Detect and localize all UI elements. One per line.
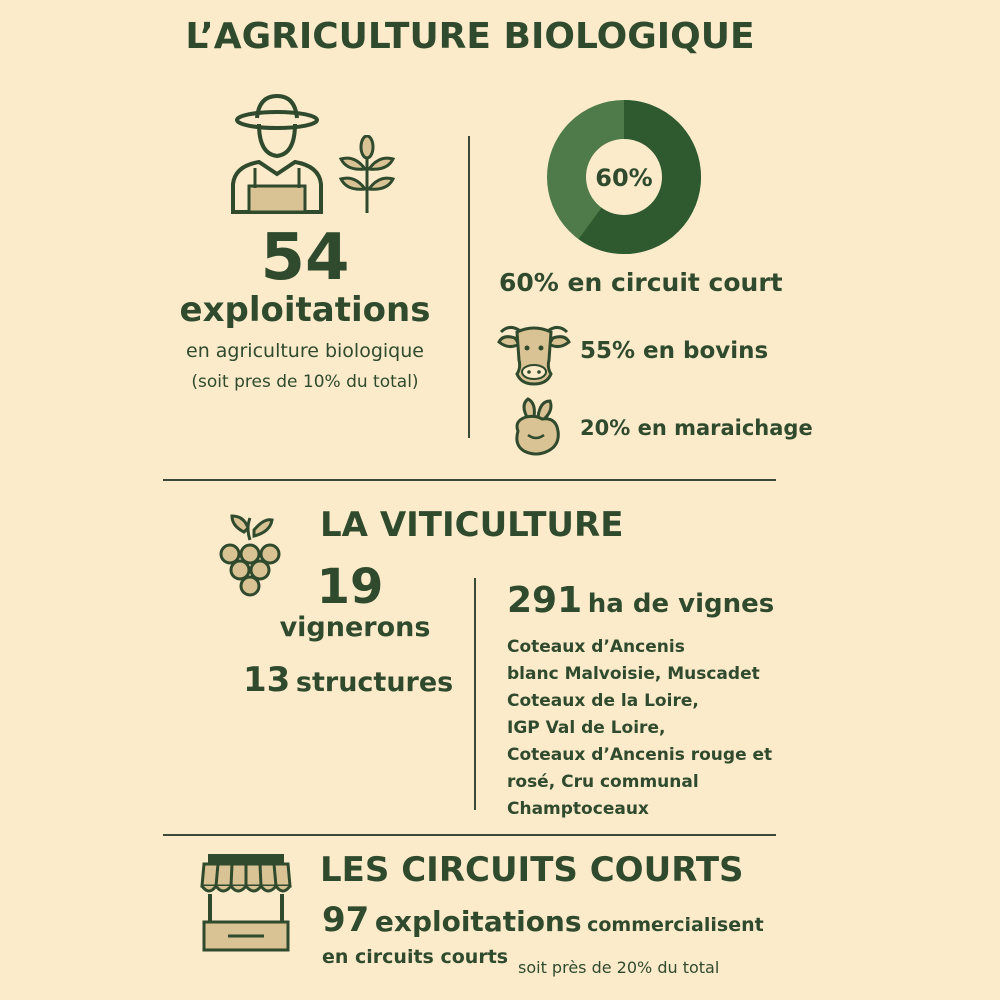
appellation-line: Champtoceaux [507,799,649,819]
circuits-title: LES CIRCUITS COURTS [320,850,744,890]
bio-count-label: exploitations [179,290,431,330]
appellation-line: IGP Val de Loire, [507,718,666,738]
maraichage-stat: 20% en maraichage [580,416,813,440]
viticulture-title: LA VITICULTURE [320,505,624,545]
bovins-stat: 55% en bovins [580,338,769,364]
appellation-line: Coteaux de la Loire, [507,691,699,711]
structures-label: structures [295,667,454,698]
cow-icon [497,320,571,386]
circuits-count-line [322,900,764,940]
appellation-line: blanc Malvoisie, Muscadet [507,664,760,684]
circuit-court-stat: 60% en circuit court [499,268,783,297]
circuits-line2: en circuits courts [322,946,509,968]
divider-horizontal-2 [163,834,776,836]
hectares-count: 291 [507,580,583,621]
market-stall-icon [200,852,292,954]
circuits-verb: commercialisent [587,914,764,936]
appellation-line: Coteaux d’Ancenis rouge et [507,745,773,765]
hectares-label: ha de vignes [587,589,775,619]
bio-count: 54 [260,221,350,295]
vignerons-count: 19 [316,559,384,615]
appellations-list [507,634,772,823]
page-title: L’AGRICULTURE BIOLOGIQUE [185,16,755,57]
divider-horizontal-1 [163,479,776,481]
divider-vertical-middle [474,578,476,810]
leaf-sprout-icon [335,135,399,215]
circuits-note: soit près de 20% du total [518,958,720,977]
grapes-icon [214,510,286,606]
bio-subtitle: en agriculture biologique [186,340,424,362]
circuit-court-donut [547,100,701,254]
farmer-icon [225,92,325,216]
hectares-stat [507,580,774,621]
structures-stat [243,660,453,700]
circuits-count-label: exploitations [374,905,582,938]
appellation-line: Coteaux d’Ancenis [507,637,685,657]
appellation-line: rosé, Cru communal [507,772,699,792]
structures-count: 13 [243,660,291,700]
donut-label: 60% [595,164,653,192]
divider-vertical-top [468,136,470,438]
bio-note: (soit pres de 10% du total) [191,372,419,392]
circuits-count: 97 [322,900,370,940]
vegetable-icon [510,397,562,457]
vignerons-label: vignerons [279,612,431,643]
